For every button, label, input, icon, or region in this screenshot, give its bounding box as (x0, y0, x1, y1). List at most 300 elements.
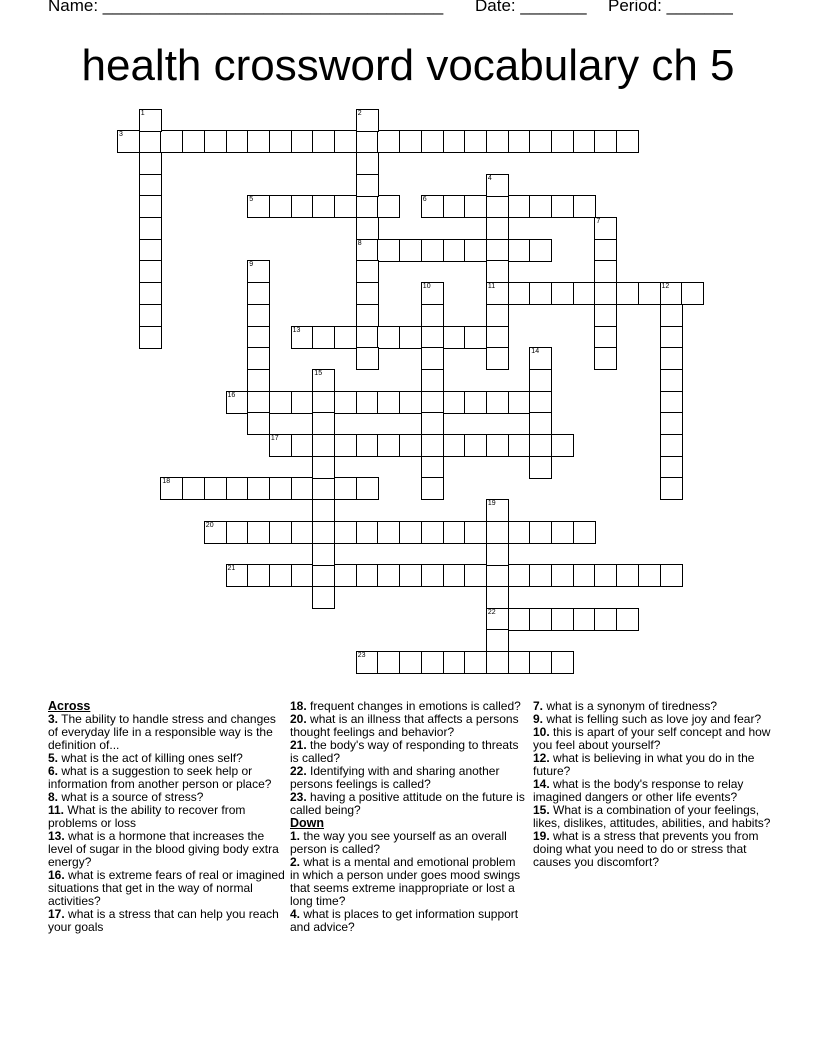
grid-cell[interactable] (334, 434, 357, 457)
grid-cell[interactable] (660, 391, 683, 414)
grid-cell[interactable] (356, 347, 379, 370)
grid-cell[interactable] (160, 477, 183, 500)
grid-cell[interactable] (356, 260, 379, 283)
grid-cell[interactable] (486, 260, 509, 283)
grid-cell[interactable] (529, 391, 552, 414)
grid-cell[interactable] (508, 564, 531, 587)
grid-cell[interactable] (573, 564, 596, 587)
grid-cell[interactable] (660, 456, 683, 479)
clue-number: 4. (290, 907, 301, 921)
grid-cell[interactable] (421, 347, 444, 370)
grid-cell[interactable] (356, 391, 379, 414)
across-clue-list (48, 713, 286, 934)
across-clue (48, 804, 286, 830)
down-clue (533, 726, 771, 752)
clue-text: having a positive attitude on the future is called being? (290, 790, 525, 817)
grid-cell[interactable] (334, 391, 357, 414)
grid-cell[interactable] (508, 391, 531, 414)
grid-cell[interactable] (139, 195, 162, 218)
grid-cell[interactable] (139, 239, 162, 262)
clue-number: 17. (48, 907, 65, 921)
grid-cell[interactable] (551, 564, 574, 587)
across-clue-list-continued (290, 700, 528, 817)
grid-cell[interactable] (334, 195, 357, 218)
grid-cell[interactable] (464, 239, 487, 262)
grid-cell[interactable] (660, 369, 683, 392)
clue-text: What is a combination of your feelings, likes, dislikes, attitudes, abilities, and habits? (533, 803, 771, 830)
grid-cell[interactable] (312, 130, 335, 153)
clue-number: 20. (290, 712, 307, 726)
grid-cell[interactable] (529, 369, 552, 392)
grid-cell[interactable] (356, 434, 379, 457)
clue-number: 23. (290, 790, 307, 804)
down-clue (533, 830, 771, 869)
grid-cell[interactable] (356, 564, 379, 587)
clue-number: 6 (422, 196, 427, 204)
grid-cell[interactable] (443, 521, 466, 544)
grid-cell[interactable] (377, 195, 400, 218)
grid-cell[interactable] (269, 391, 292, 414)
grid-cell[interactable] (312, 521, 335, 544)
grid-cell[interactable] (464, 391, 487, 414)
grid-cell[interactable] (486, 217, 509, 240)
grid-cell[interactable] (421, 195, 444, 218)
grid-cell[interactable] (660, 347, 683, 370)
grid-cell[interactable] (508, 282, 531, 305)
across-clue (48, 830, 286, 869)
grid-cell[interactable] (443, 391, 466, 414)
clue-text: what is the act of killing ones self? (58, 751, 243, 765)
grid-cell[interactable] (594, 282, 617, 305)
grid-cell[interactable] (660, 477, 683, 500)
grid-cell[interactable] (486, 499, 509, 522)
grid-cell[interactable] (443, 564, 466, 587)
grid-cell[interactable] (226, 391, 249, 414)
grid-cell[interactable] (139, 260, 162, 283)
grid-cell[interactable] (139, 282, 162, 305)
grid-cell[interactable] (660, 326, 683, 349)
grid-cell[interactable] (594, 260, 617, 283)
clue-number: 20 (205, 521, 214, 529)
clue-text: What is the ability to recover from problems or loss (48, 803, 246, 830)
clue-number: 18 (162, 478, 171, 486)
grid-cell[interactable] (421, 282, 444, 305)
grid-cell[interactable] (486, 347, 509, 370)
clue-text: what is a hormone that increases the level of sugar in the blood giving body extra energy? (48, 829, 279, 869)
clue-number: 19. (533, 829, 550, 843)
grid-cell[interactable] (247, 477, 270, 500)
clue-number: 17 (270, 435, 279, 442)
across-clue (290, 713, 528, 739)
grid-cell[interactable] (269, 521, 292, 544)
clue-number: 11 (487, 283, 496, 291)
grid-cell[interactable] (421, 130, 444, 153)
grid-cell[interactable] (269, 477, 292, 500)
grid-cell[interactable] (421, 434, 444, 457)
grid-cell[interactable] (160, 130, 183, 153)
grid-cell[interactable] (486, 174, 509, 197)
grid-cell[interactable] (660, 282, 683, 305)
clue-number: 13. (48, 829, 65, 843)
clue-number: 10. (533, 725, 550, 739)
grid-cell[interactable] (182, 130, 205, 153)
grid-cell[interactable] (551, 608, 574, 631)
clue-number: 13 (292, 326, 301, 334)
grid-cell[interactable] (464, 434, 487, 457)
down-clue (290, 830, 528, 856)
grid-cell[interactable] (551, 195, 574, 218)
grid-cell[interactable] (247, 326, 270, 349)
grid-cell[interactable] (356, 217, 379, 240)
clue-text: the body's way of responding to threats is called? (290, 738, 519, 765)
grid-cell[interactable] (247, 564, 270, 587)
grid-cell[interactable] (594, 217, 617, 240)
grid-cell[interactable] (443, 239, 466, 262)
grid-cell[interactable] (486, 130, 509, 153)
grid-cell[interactable] (312, 586, 335, 609)
clue-text: what is believing in what you do in the future? (533, 751, 755, 778)
grid-cell[interactable] (291, 391, 314, 414)
grid-cell[interactable] (529, 347, 552, 370)
grid-cell[interactable] (247, 260, 270, 283)
clue-text: what is extreme fears of real or imagined situations that get in the way of normal activities? (48, 868, 285, 908)
clue-number: 11. (48, 803, 65, 817)
clue-number: 8 (357, 239, 362, 247)
grid-cell[interactable] (529, 456, 552, 479)
grid-cell[interactable] (486, 282, 509, 305)
grid-cell[interactable] (486, 195, 509, 218)
grid-cell[interactable] (182, 477, 205, 500)
grid-cell[interactable] (486, 434, 509, 457)
grid-cell[interactable] (356, 304, 379, 327)
grid-cell[interactable] (139, 326, 162, 349)
grid-cell[interactable] (356, 130, 379, 153)
grid-cell[interactable] (486, 564, 509, 587)
name-field-label: Name: ____________________________________ (48, 0, 444, 15)
grid-cell[interactable] (139, 174, 162, 197)
grid-cell[interactable] (247, 304, 270, 327)
grid-cell[interactable] (421, 326, 444, 349)
clue-number: 2 (357, 109, 362, 117)
grid-cell[interactable] (486, 326, 509, 349)
grid-cell[interactable] (247, 521, 270, 544)
grid-cell[interactable] (529, 130, 552, 153)
grid-cell[interactable] (226, 477, 249, 500)
grid-cell[interactable] (508, 521, 531, 544)
grid-cell[interactable] (269, 195, 292, 218)
grid-cell[interactable] (421, 651, 444, 674)
grid-cell[interactable] (334, 564, 357, 587)
period-field-label: Period: _______ (608, 0, 733, 15)
grid-cell[interactable] (573, 608, 596, 631)
grid-cell[interactable] (139, 152, 162, 175)
grid-cell[interactable] (399, 651, 422, 674)
grid-cell[interactable] (334, 326, 357, 349)
grid-cell[interactable] (377, 239, 400, 262)
grid-cell[interactable] (334, 477, 357, 500)
grid-cell[interactable] (312, 412, 335, 435)
grid-cell[interactable] (464, 130, 487, 153)
across-clue (48, 908, 286, 934)
grid-cell[interactable] (377, 651, 400, 674)
grid-cell[interactable] (421, 391, 444, 414)
grid-cell[interactable] (616, 282, 639, 305)
grid-cell[interactable] (594, 239, 617, 262)
clue-number: 1 (140, 109, 145, 117)
grid-cell[interactable] (399, 326, 422, 349)
grid-cell[interactable] (660, 412, 683, 435)
grid-cell[interactable] (594, 608, 617, 631)
clue-text: what is the body's response to relay imagined dangers or other life events? (533, 777, 744, 804)
grid-cell[interactable] (573, 282, 596, 305)
grid-cell[interactable] (312, 434, 335, 457)
grid-cell[interactable] (312, 499, 335, 522)
across-clue (48, 869, 286, 908)
grid-cell[interactable] (399, 564, 422, 587)
across-clue (48, 765, 286, 791)
grid-cell[interactable] (312, 195, 335, 218)
clue-number: 16 (227, 391, 236, 399)
grid-cell[interactable] (356, 651, 379, 674)
grid-cell[interactable] (226, 130, 249, 153)
clue-number: 7. (533, 699, 544, 713)
grid-cell[interactable] (334, 130, 357, 153)
grid-cell[interactable] (226, 521, 249, 544)
grid-cell[interactable] (291, 564, 314, 587)
grid-cell[interactable] (312, 456, 335, 479)
grid-cell[interactable] (312, 391, 335, 414)
grid-cell[interactable] (638, 564, 661, 587)
grid-cell[interactable] (660, 564, 683, 587)
clue-text: Identifying with and sharing another persons feelings is called? (290, 764, 500, 791)
grid-cell[interactable] (356, 109, 379, 132)
grid-cell[interactable] (291, 521, 314, 544)
grid-cell[interactable] (594, 130, 617, 153)
clue-text: what is places to get information support and advice? (290, 907, 519, 934)
grid-cell[interactable] (421, 456, 444, 479)
grid-cell[interactable] (508, 608, 531, 631)
clue-number: 7 (596, 218, 601, 225)
grid-cell[interactable] (486, 608, 509, 631)
grid-cell[interactable] (139, 130, 162, 153)
grid-cell[interactable] (247, 412, 270, 435)
grid-cell[interactable] (660, 434, 683, 457)
grid-cell[interactable] (486, 391, 509, 414)
grid-cell[interactable] (421, 521, 444, 544)
grid-cell[interactable] (247, 282, 270, 305)
clue-text: what is a source of stress? (58, 790, 204, 804)
grid-cell[interactable] (139, 217, 162, 240)
grid-cell[interactable] (247, 391, 270, 414)
down-clue-list (290, 830, 528, 934)
grid-cell[interactable] (312, 369, 335, 392)
grid-cell[interactable] (269, 130, 292, 153)
grid-cell[interactable] (356, 152, 379, 175)
page-title: health crossword vocabulary ch 5 (81, 41, 735, 90)
grid-cell[interactable] (486, 304, 509, 327)
clue-text: frequent changes in emotions is called? (306, 699, 521, 713)
grid-cell[interactable] (421, 239, 444, 262)
grid-cell[interactable] (551, 521, 574, 544)
grid-cell[interactable] (529, 239, 552, 262)
clue-text: what is a synonym of tiredness? (543, 699, 718, 713)
grid-cell[interactable] (573, 130, 596, 153)
grid-cell[interactable] (508, 239, 531, 262)
grid-cell[interactable] (551, 434, 574, 457)
grid-cell[interactable] (399, 434, 422, 457)
grid-cell[interactable] (551, 282, 574, 305)
clue-number: 4 (487, 174, 492, 182)
grid-cell[interactable] (616, 564, 639, 587)
grid-cell[interactable] (139, 109, 162, 132)
grid-cell[interactable] (247, 195, 270, 218)
grid-cell[interactable] (247, 130, 270, 153)
clue-number: 12 (661, 283, 670, 291)
grid-cell[interactable] (226, 564, 249, 587)
grid-cell[interactable] (681, 282, 704, 305)
down-clue (290, 856, 528, 908)
grid-cell[interactable] (594, 564, 617, 587)
grid-cell[interactable] (594, 304, 617, 327)
grid-cell[interactable] (638, 282, 661, 305)
clue-number: 1. (290, 829, 301, 843)
grid-cell[interactable] (269, 564, 292, 587)
grid-cell[interactable] (421, 564, 444, 587)
grid-cell[interactable] (421, 369, 444, 392)
grid-cell[interactable] (486, 543, 509, 566)
grid-cell[interactable] (356, 282, 379, 305)
clue-text: what is a stress that prevents you from doing what you need to do or stress that causes you discomfort? (533, 829, 759, 869)
grid-cell[interactable] (508, 130, 531, 153)
grid-cell[interactable] (356, 239, 379, 262)
grid-cell[interactable] (529, 282, 552, 305)
grid-cell[interactable] (356, 477, 379, 500)
clue-number: 8. (48, 790, 59, 804)
grid-cell[interactable] (356, 195, 379, 218)
grid-cell[interactable] (616, 608, 639, 631)
grid-cell[interactable] (464, 326, 487, 349)
grid-cell[interactable] (312, 564, 335, 587)
grid-cell[interactable] (312, 326, 335, 349)
grid-cell[interactable] (594, 326, 617, 349)
grid-cell[interactable] (291, 130, 314, 153)
grid-cell[interactable] (464, 195, 487, 218)
grid-cell[interactable] (529, 195, 552, 218)
grid-cell[interactable] (377, 326, 400, 349)
grid-cell[interactable] (421, 412, 444, 435)
across-clue (48, 713, 286, 752)
grid-cell[interactable] (464, 651, 487, 674)
clue-number: 3. (48, 712, 59, 726)
grid-cell[interactable] (573, 521, 596, 544)
grid-cell[interactable] (529, 608, 552, 631)
grid-cell[interactable] (551, 651, 574, 674)
clue-text: the way you see yourself as an overall person is called? (290, 829, 507, 856)
grid-cell[interactable] (377, 564, 400, 587)
grid-cell[interactable] (139, 304, 162, 327)
grid-cell[interactable] (486, 521, 509, 544)
grid-cell[interactable] (486, 651, 509, 674)
grid-cell[interactable] (508, 651, 531, 674)
grid-cell[interactable] (399, 391, 422, 414)
grid-cell[interactable] (269, 434, 292, 457)
grid-cell[interactable] (377, 391, 400, 414)
grid-cell[interactable] (551, 130, 574, 153)
clue-text: what is a stress that can help you reach your goals (48, 907, 279, 934)
grid-cell[interactable] (117, 130, 140, 153)
grid-cell[interactable] (377, 434, 400, 457)
grid-cell[interactable] (529, 412, 552, 435)
down-clue (533, 778, 771, 804)
grid-cell[interactable] (443, 326, 466, 349)
down-heading: Down (290, 816, 325, 830)
grid-cell[interactable] (312, 543, 335, 566)
grid-cell[interactable] (204, 521, 227, 544)
grid-cell[interactable] (291, 477, 314, 500)
grid-cell[interactable] (291, 195, 314, 218)
grid-cell[interactable] (443, 130, 466, 153)
across-clue (290, 791, 528, 817)
grid-cell[interactable] (573, 195, 596, 218)
grid-cell[interactable] (443, 651, 466, 674)
grid-cell[interactable] (486, 586, 509, 609)
grid-cell[interactable] (464, 521, 487, 544)
clue-text: what is a suggestion to seek help or information from another person or place? (48, 764, 272, 791)
grid-cell[interactable] (312, 477, 335, 500)
grid-cell[interactable] (486, 629, 509, 652)
grid-cell[interactable] (486, 239, 509, 262)
grid-cell[interactable] (529, 651, 552, 674)
grid-cell[interactable] (399, 239, 422, 262)
grid-cell[interactable] (508, 195, 531, 218)
grid-cell[interactable] (291, 326, 314, 349)
grid-cell[interactable] (508, 434, 531, 457)
grid-cell[interactable] (377, 521, 400, 544)
grid-cell[interactable] (443, 195, 466, 218)
across-heading: Across (48, 699, 91, 713)
grid-cell[interactable] (421, 304, 444, 327)
grid-cell[interactable] (464, 564, 487, 587)
clue-text: what is felling such as love joy and fear? (543, 712, 762, 726)
grid-cell[interactable] (356, 521, 379, 544)
grid-cell[interactable] (204, 130, 227, 153)
down-clue-list-continued (533, 700, 771, 869)
down-clue (290, 908, 528, 934)
grid-cell[interactable] (616, 130, 639, 153)
grid-cell[interactable] (529, 434, 552, 457)
clue-text: The ability to handle stress and changes of everyday life in a responsible way is the definition of... (48, 712, 276, 752)
grid-cell[interactable] (334, 521, 357, 544)
clue-number: 18. (290, 699, 307, 713)
grid-cell[interactable] (356, 174, 379, 197)
grid-cell[interactable] (377, 130, 400, 153)
grid-cell[interactable] (399, 130, 422, 153)
grid-cell[interactable] (356, 326, 379, 349)
clue-number: 21 (227, 565, 236, 573)
grid-cell[interactable] (443, 434, 466, 457)
grid-cell[interactable] (399, 521, 422, 544)
grid-cell[interactable] (204, 477, 227, 500)
grid-cell[interactable] (529, 564, 552, 587)
grid-cell[interactable] (247, 369, 270, 392)
grid-cell[interactable] (660, 304, 683, 327)
grid-cell[interactable] (291, 434, 314, 457)
clue-number: 14 (531, 348, 540, 356)
grid-cell[interactable] (529, 521, 552, 544)
grid-cell[interactable] (247, 347, 270, 370)
grid-cell[interactable] (421, 477, 444, 500)
grid-cell[interactable] (594, 347, 617, 370)
